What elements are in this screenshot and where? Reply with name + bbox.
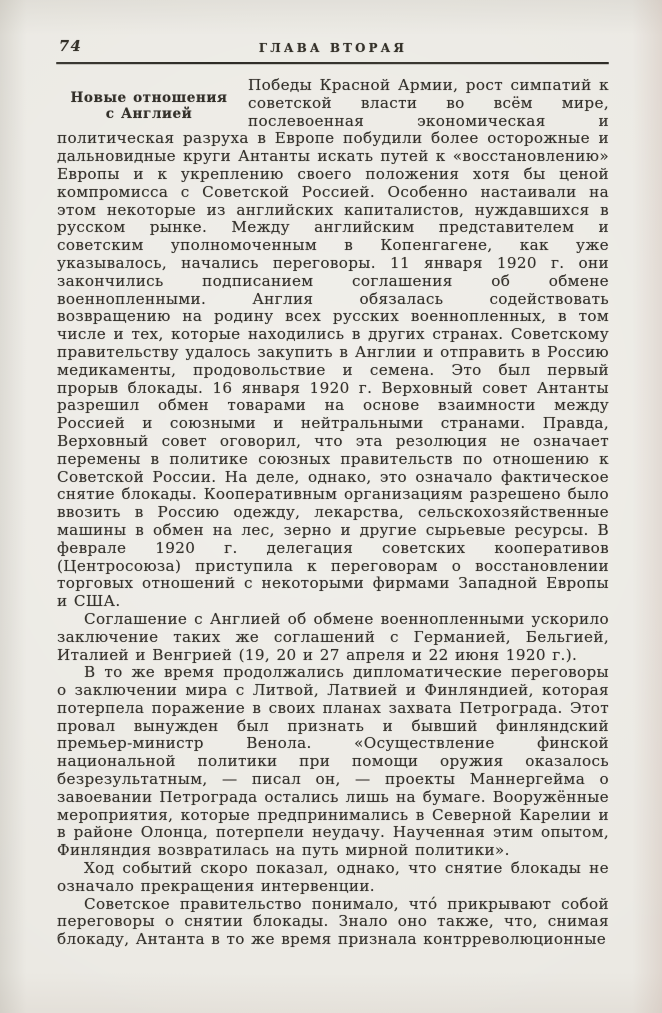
paragraph-3: В то же время продолжались дипломатические переговоры о заключении мира с Литвой, Латвией и Финляндией, которая потерпела поражение в своих планах захвата Петрограда. Этот провал вынужден был признать и бывший финляндский премьер-министр Венола. «Осуществление финской национальной политики при помощи оружия оказалось безрезультатным, — писал он, — проекты Маннергейма о завоевании Петрограда остались лишь на бумаге. Вооружённые мероприятия, которые предпринимались в Северной Карелии и в районе Олонца, потерпели неудачу. Наученная этим опытом, Финляндия возвратилась на путь мирной политики». — [57, 663, 609, 860]
page-body — [57, 77, 609, 949]
paragraph-2: Соглашение с Англией об обмене военнопленными ускорило заключение таких же соглашений с Германией, Бельгией, Италией и Венгрией (19, 20 и 27 апреля и 22 июня 1920 г.). — [57, 609, 609, 664]
header-rule — [56, 62, 609, 64]
margin-note-line-2: с Англией — [105, 106, 193, 122]
margin-note-line-1: Новые отношения — [70, 90, 228, 106]
paragraph-1 — [57, 77, 609, 611]
page-number: 74 — [59, 38, 83, 55]
margin-note — [57, 77, 241, 127]
paragraph-1-text: Победы Красной Армии, рост симпатий к советской власти во всём мире, послевоенная экономическая и политическая разруха в Европе побудили более осторожные и дальновидные круги Антанты искать путей к «восстановлению» Европы и к укреплению своего положения хотя бы ценой компромисса с Советской Россией. Особенно настаивали на этом некоторые из английских капиталистов, нуждавшихся в русском рынке. Между английским представителем и советским уполномоченным в Копенгагене, как уже указывалось, начались переговоры. 11 января 1920 г. они закончились подписанием соглашения об обмене военнопленными. Англия обязалась содействовать возвращению на родину всех русских военнопленных, в том числе и тех, которые находились в других странах. Советскому правительству удалось закупить в Англии и отправить в Россию медикаменты, продовольствие и семена. Это был первый прорыв блокады. 16 января 1920 г. Верховный совет Антанты разрешил обмен товарами на основе взаимности между Россией и союзными и нейтральными странами. Правда, Верховный совет оговорил, что эта резолюция не означает перемены в политике союзных правительств по отношению к Советской России. На деле, однако, это означало фактическое снятие блокады. Кооперативным организациям разрешено было ввозить в Россию одежду, лекарства, сельскохозяйственные машины в обмен на лес, зерно и другие сырьевые ресурсы. В феврале 1920 г. делегация советских кооперативов (Центросоюза) приступила к переговорам о восстановлении торговых отношений с некоторыми фирмами Западной Европы и США. — [57, 76, 609, 611]
paragraph-4: Ход событий скоро показал, однако, что снятие блокады не означало прекращения интервенции. — [57, 859, 609, 895]
running-title: ГЛАВА ВТОРАЯ — [258, 41, 408, 55]
page-header — [57, 38, 609, 60]
paragraph-5: Советское правительство понимало, что́ прикрывают собой переговоры о снятии блокады. Знало оно также, что, снимая блокаду, Антанта в то же время признала контрреволюционные — [57, 894, 609, 949]
